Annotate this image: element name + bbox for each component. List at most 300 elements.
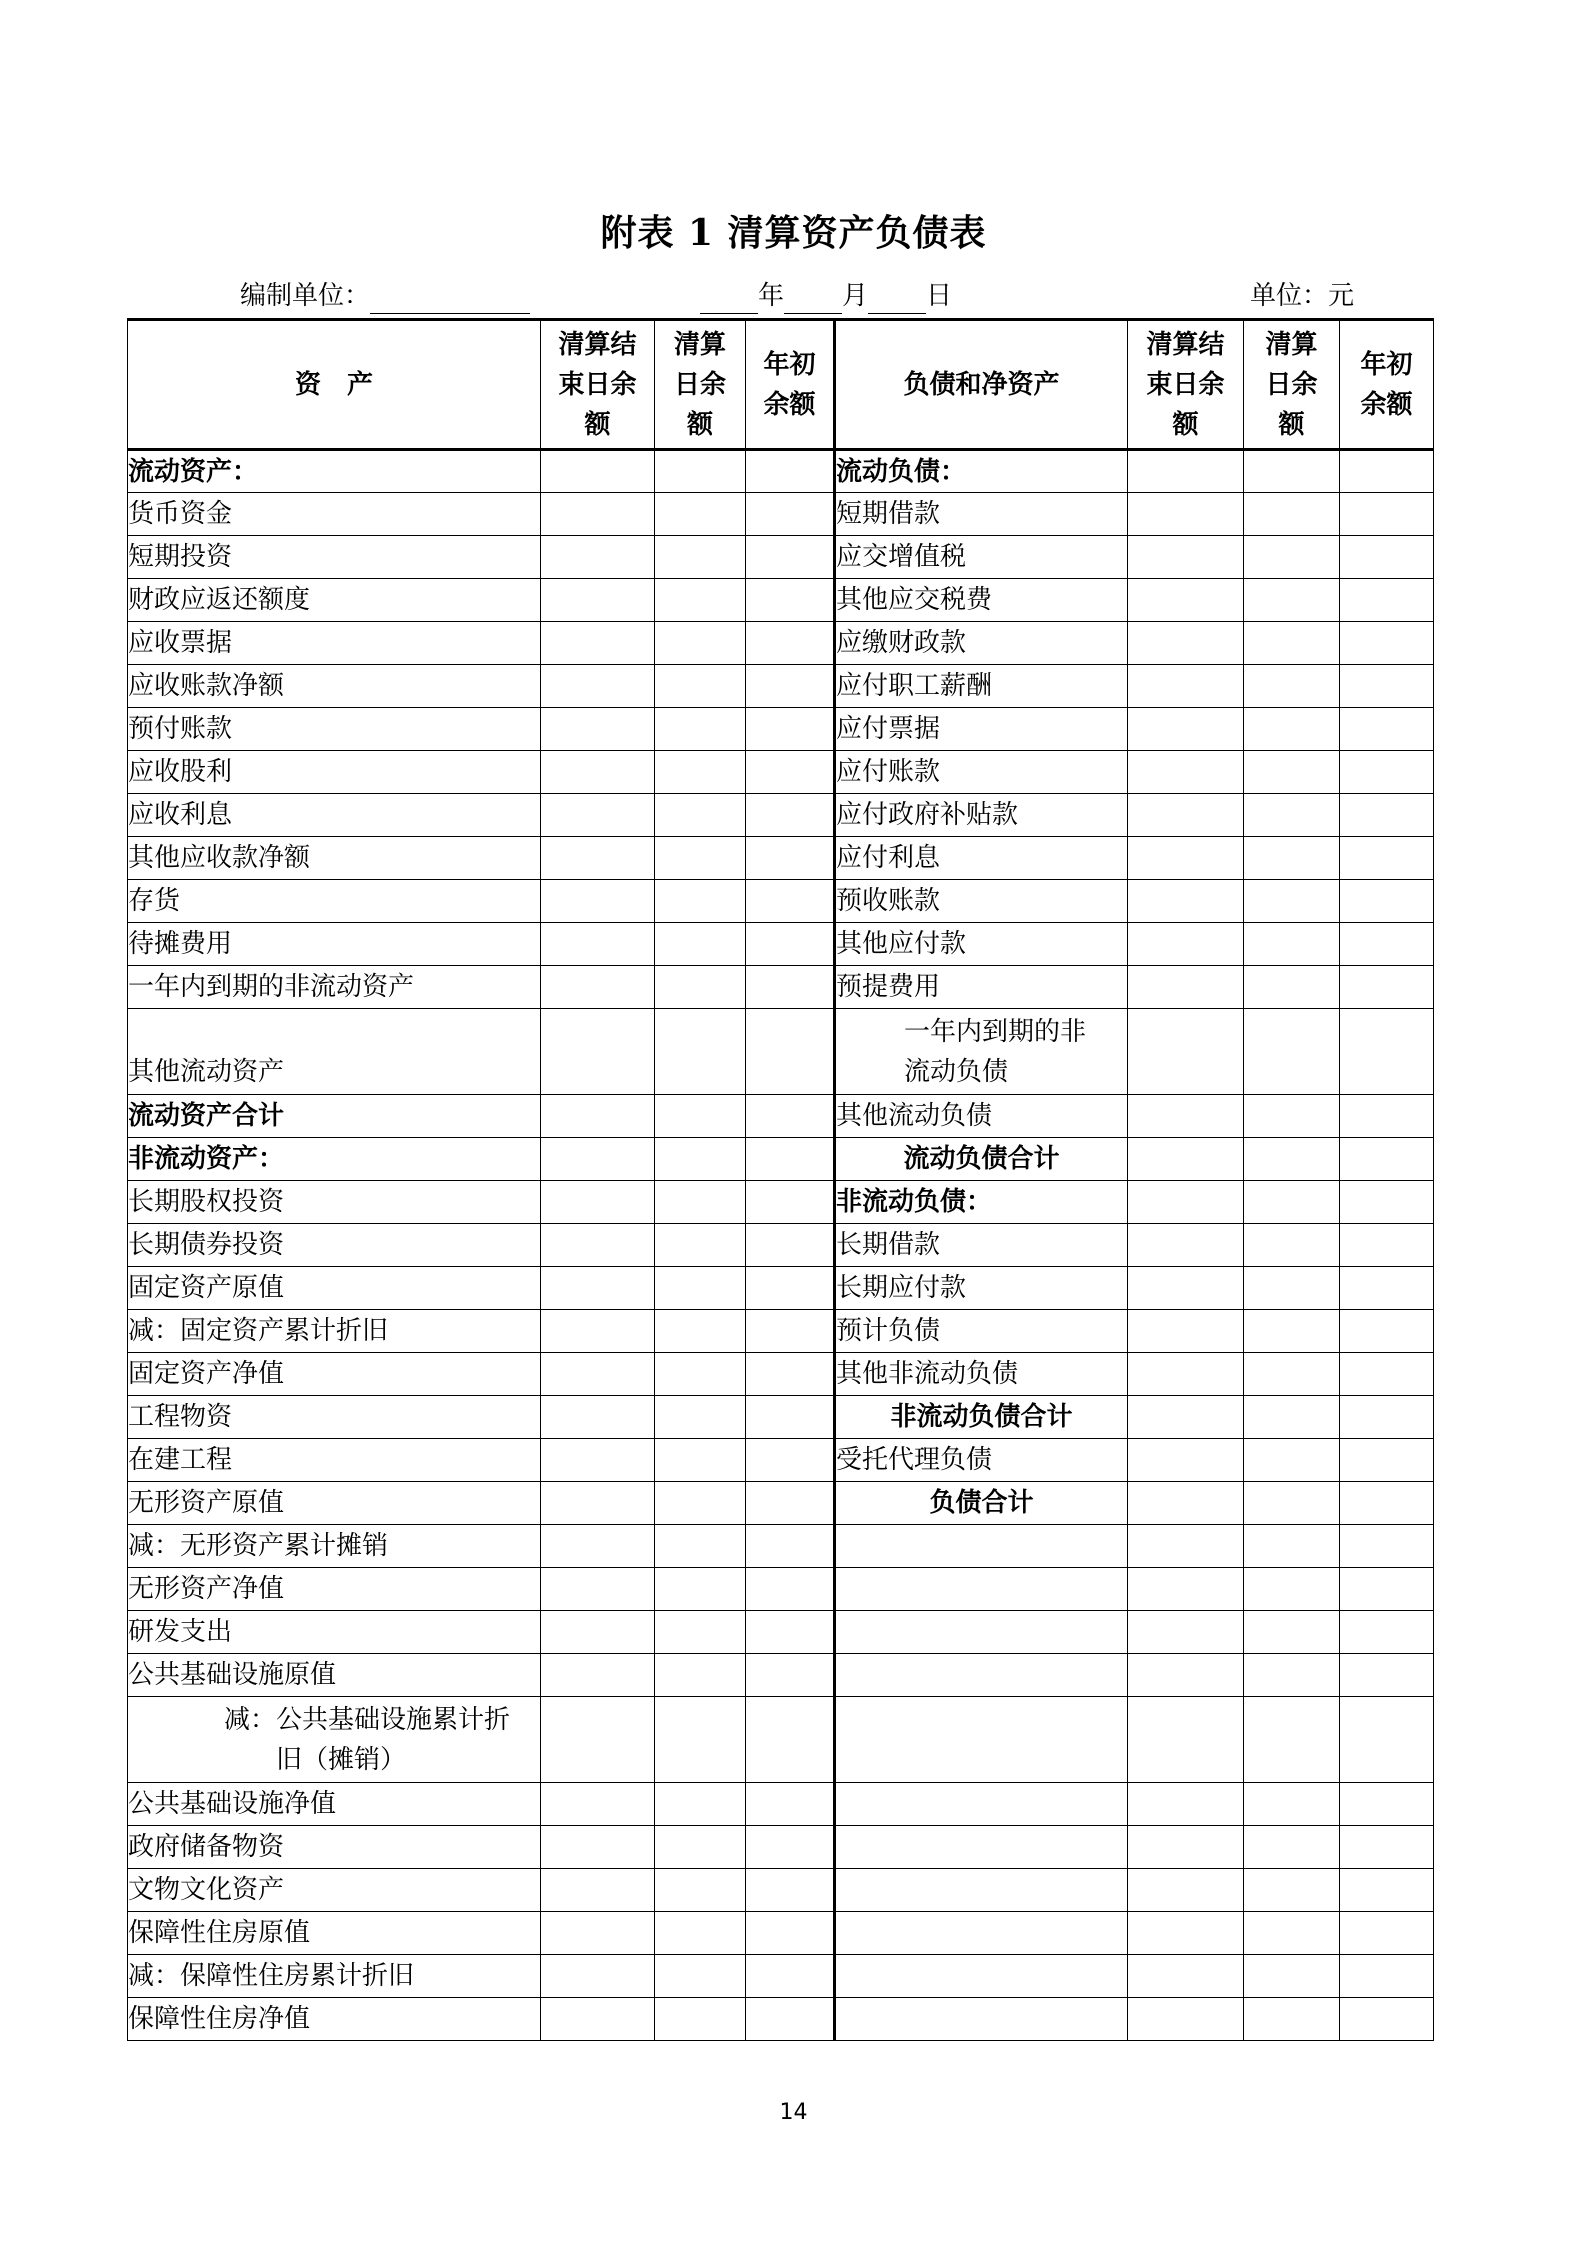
liability-settlement-day-cell <box>1244 966 1340 1009</box>
liability-beginning-cell <box>1340 579 1434 622</box>
liability-settlement-day-cell <box>1244 493 1340 536</box>
asset-beginning-cell <box>746 493 835 536</box>
asset-row-label: 非流动资产： <box>128 1138 541 1181</box>
asset-settlement-end-cell <box>541 493 655 536</box>
asset-settlement-end-cell <box>541 1525 655 1568</box>
liability-beginning-cell <box>1340 794 1434 837</box>
asset-settlement-day-cell <box>655 1912 746 1955</box>
liability-settlement-day-cell <box>1244 923 1340 966</box>
liability-settlement-day-cell <box>1244 1224 1340 1267</box>
table-row <box>128 1568 1434 1611</box>
asset-beginning-cell <box>746 1224 835 1267</box>
asset-row-label: 无形资产净值 <box>128 1568 541 1611</box>
asset-beginning-cell <box>746 1439 835 1482</box>
liability-beginning-cell <box>1340 751 1434 794</box>
table-row <box>128 1869 1434 1912</box>
liability-settlement-day-cell <box>1244 665 1340 708</box>
asset-beginning-cell <box>746 923 835 966</box>
asset-beginning-cell <box>746 1998 835 2041</box>
asset-settlement-day-cell <box>655 1396 746 1439</box>
liability-settlement-end-cell <box>1128 1654 1244 1697</box>
table-row <box>128 665 1434 708</box>
asset-settlement-day-cell <box>655 1826 746 1869</box>
asset-settlement-day-cell <box>655 665 746 708</box>
liability-settlement-day-cell <box>1244 450 1340 493</box>
asset-settlement-end-cell <box>541 1912 655 1955</box>
liability-beginning-cell <box>1340 966 1434 1009</box>
table-row <box>128 966 1434 1009</box>
liability-settlement-end-cell <box>1128 579 1244 622</box>
asset-settlement-day-cell <box>655 837 746 880</box>
liability-settlement-day-cell <box>1244 1095 1340 1138</box>
asset-row-label: 公共基础设施原值 <box>128 1654 541 1697</box>
month-blank <box>784 285 842 314</box>
liability-row-label: 预收账款 <box>835 880 1128 923</box>
asset-beginning-cell <box>746 1181 835 1224</box>
asset-settlement-end-cell <box>541 708 655 751</box>
asset-beginning-cell <box>746 880 835 923</box>
asset-row-label: 长期股权投资 <box>128 1181 541 1224</box>
liability-settlement-end-cell <box>1128 450 1244 493</box>
liability-beginning-cell <box>1340 622 1434 665</box>
asset-beginning-cell <box>746 1611 835 1654</box>
liability-settlement-end-cell <box>1128 1783 1244 1826</box>
table-row <box>128 708 1434 751</box>
liability-settlement-end-cell <box>1128 1697 1244 1783</box>
asset-row-label: 固定资产原值 <box>128 1267 541 1310</box>
liability-beginning-cell <box>1340 708 1434 751</box>
asset-row-label: 减：固定资产累计折旧 <box>128 1310 541 1353</box>
month-label: 月 <box>842 281 869 311</box>
liability-beginning-cell <box>1340 450 1434 493</box>
liability-settlement-day-cell <box>1244 1955 1340 1998</box>
asset-row-label: 减：无形资产累计摊销 <box>128 1525 541 1568</box>
asset-settlement-end-cell <box>541 1353 655 1396</box>
asset-beginning-cell <box>746 579 835 622</box>
header-assets: 资 产 <box>128 320 541 450</box>
table-row <box>128 923 1434 966</box>
asset-settlement-day-cell <box>655 966 746 1009</box>
asset-beginning-cell <box>746 1525 835 1568</box>
liability-settlement-day-cell <box>1244 622 1340 665</box>
liability-beginning-cell <box>1340 1998 1434 2041</box>
asset-row-label: 待摊费用 <box>128 923 541 966</box>
liability-beginning-cell <box>1340 1181 1434 1224</box>
liability-settlement-day-cell <box>1244 1181 1340 1224</box>
asset-settlement-day-cell <box>655 1095 746 1138</box>
liability-settlement-end-cell <box>1128 1439 1244 1482</box>
liability-settlement-end-cell <box>1128 1568 1244 1611</box>
asset-beginning-cell <box>746 751 835 794</box>
asset-beginning-cell <box>746 1826 835 1869</box>
asset-settlement-day-cell <box>655 1009 746 1095</box>
liability-row-label: 应缴财政款 <box>835 622 1128 665</box>
asset-settlement-end-cell <box>541 665 655 708</box>
liability-settlement-end-cell <box>1128 1482 1244 1525</box>
asset-settlement-end-cell <box>541 1009 655 1095</box>
liability-row-label: 应付票据 <box>835 708 1128 751</box>
asset-row-label: 应收账款净额 <box>128 665 541 708</box>
asset-row-label: 货币资金 <box>128 493 541 536</box>
compiling-unit-line <box>240 278 530 314</box>
liability-row-label: 预提费用 <box>835 966 1128 1009</box>
liability-beginning-cell <box>1340 1869 1434 1912</box>
liability-beginning-cell <box>1340 923 1434 966</box>
asset-settlement-day-cell <box>655 450 746 493</box>
liability-row-label <box>835 1525 1128 1568</box>
liability-beginning-cell <box>1340 1138 1434 1181</box>
liability-settlement-end-cell <box>1128 1267 1244 1310</box>
liability-row-label: 预计负债 <box>835 1310 1128 1353</box>
liability-row-label <box>835 1869 1128 1912</box>
liability-beginning-cell <box>1340 1955 1434 1998</box>
liability-settlement-end-cell <box>1128 1998 1244 2041</box>
liability-settlement-day-cell <box>1244 1654 1340 1697</box>
liability-settlement-end-cell <box>1128 1353 1244 1396</box>
asset-settlement-end-cell <box>541 579 655 622</box>
asset-settlement-day-cell <box>655 1353 746 1396</box>
asset-settlement-end-cell <box>541 1783 655 1826</box>
liability-settlement-day-cell <box>1244 708 1340 751</box>
liability-beginning-cell <box>1340 1224 1434 1267</box>
asset-settlement-day-cell <box>655 1310 746 1353</box>
table-row <box>128 1095 1434 1138</box>
asset-beginning-cell <box>746 1869 835 1912</box>
asset-settlement-end-cell <box>541 837 655 880</box>
asset-row-label: 固定资产净值 <box>128 1353 541 1396</box>
header-left-settlement-end-balance: 清算结 束日余 额 <box>541 320 655 450</box>
asset-beginning-cell <box>746 1697 835 1783</box>
day-blank <box>868 285 926 314</box>
asset-row-label: 预付账款 <box>128 708 541 751</box>
liability-settlement-end-cell <box>1128 1955 1244 1998</box>
asset-beginning-cell <box>746 1267 835 1310</box>
header-right-settlement-day-balance: 清算 日余 额 <box>1244 320 1340 450</box>
liability-row-label <box>835 1998 1128 2041</box>
liability-settlement-day-cell <box>1244 794 1340 837</box>
asset-row-label: 应收票据 <box>128 622 541 665</box>
asset-beginning-cell <box>746 1009 835 1095</box>
asset-row-label: 减：公共基础设施累计折 旧（摊销） <box>128 1697 541 1783</box>
asset-beginning-cell <box>746 1310 835 1353</box>
asset-beginning-cell <box>746 794 835 837</box>
asset-beginning-cell <box>746 1955 835 1998</box>
liability-settlement-end-cell <box>1128 923 1244 966</box>
asset-settlement-end-cell <box>541 1396 655 1439</box>
liability-settlement-end-cell <box>1128 751 1244 794</box>
liability-row-label: 其他应交税费 <box>835 579 1128 622</box>
year-blank <box>700 285 758 314</box>
asset-settlement-day-cell <box>655 751 746 794</box>
liability-beginning-cell <box>1340 1654 1434 1697</box>
liability-settlement-end-cell <box>1128 622 1244 665</box>
asset-row-label: 保障性住房净值 <box>128 1998 541 2041</box>
table-row <box>128 794 1434 837</box>
liability-row-label: 长期借款 <box>835 1224 1128 1267</box>
asset-settlement-end-cell <box>541 1439 655 1482</box>
liability-settlement-end-cell <box>1128 794 1244 837</box>
liability-settlement-day-cell <box>1244 1783 1340 1826</box>
liability-row-label: 非流动负债合计 <box>835 1396 1128 1439</box>
asset-settlement-end-cell <box>541 966 655 1009</box>
liability-settlement-end-cell <box>1128 966 1244 1009</box>
asset-row-label: 流动资产合计 <box>128 1095 541 1138</box>
asset-settlement-day-cell <box>655 1869 746 1912</box>
asset-row-label: 短期投资 <box>128 536 541 579</box>
asset-settlement-end-cell <box>541 923 655 966</box>
asset-row-label: 其他流动资产 <box>128 1009 541 1095</box>
asset-beginning-cell <box>746 708 835 751</box>
liability-row-label: 其他流动负债 <box>835 1095 1128 1138</box>
liability-beginning-cell <box>1340 1611 1434 1654</box>
asset-beginning-cell <box>746 536 835 579</box>
liability-settlement-end-cell <box>1128 1525 1244 1568</box>
asset-beginning-cell <box>746 1912 835 1955</box>
asset-settlement-day-cell <box>655 622 746 665</box>
liability-beginning-cell <box>1340 1095 1434 1138</box>
asset-beginning-cell <box>746 450 835 493</box>
asset-settlement-day-cell <box>655 1654 746 1697</box>
asset-settlement-end-cell <box>541 794 655 837</box>
liability-row-label: 短期借款 <box>835 493 1128 536</box>
liability-row-label: 应付职工薪酬 <box>835 665 1128 708</box>
asset-settlement-day-cell <box>655 794 746 837</box>
asset-beginning-cell <box>746 1396 835 1439</box>
liability-settlement-end-cell <box>1128 1912 1244 1955</box>
asset-beginning-cell <box>746 1568 835 1611</box>
asset-settlement-day-cell <box>655 536 746 579</box>
table-row <box>128 1224 1434 1267</box>
asset-settlement-end-cell <box>541 1181 655 1224</box>
liability-settlement-day-cell <box>1244 579 1340 622</box>
liability-beginning-cell <box>1340 880 1434 923</box>
liability-beginning-cell <box>1340 1568 1434 1611</box>
asset-settlement-end-cell <box>541 1310 655 1353</box>
asset-row-label: 应收股利 <box>128 751 541 794</box>
asset-settlement-end-cell <box>541 880 655 923</box>
liability-settlement-day-cell <box>1244 1998 1340 2041</box>
liability-beginning-cell <box>1340 1439 1434 1482</box>
liability-settlement-end-cell <box>1128 1869 1244 1912</box>
asset-settlement-day-cell <box>655 880 746 923</box>
asset-beginning-cell <box>746 966 835 1009</box>
liability-beginning-cell <box>1340 493 1434 536</box>
table-row <box>128 536 1434 579</box>
asset-settlement-day-cell <box>655 1439 746 1482</box>
liability-beginning-cell <box>1340 536 1434 579</box>
table-row <box>128 1439 1434 1482</box>
liability-settlement-end-cell <box>1128 1138 1244 1181</box>
asset-row-label: 政府储备物资 <box>128 1826 541 1869</box>
asset-row-label: 长期债券投资 <box>128 1224 541 1267</box>
table-row <box>128 622 1434 665</box>
asset-row-label: 一年内到期的非流动资产 <box>128 966 541 1009</box>
liability-settlement-end-cell <box>1128 1009 1244 1095</box>
liability-settlement-end-cell <box>1128 1826 1244 1869</box>
asset-settlement-end-cell <box>541 1224 655 1267</box>
liability-settlement-day-cell <box>1244 1525 1340 1568</box>
liability-row-label: 其他应付款 <box>835 923 1128 966</box>
liability-settlement-day-cell <box>1244 1912 1340 1955</box>
table-row <box>128 1826 1434 1869</box>
liability-settlement-day-cell <box>1244 1267 1340 1310</box>
liability-row-label <box>835 1568 1128 1611</box>
asset-beginning-cell <box>746 837 835 880</box>
asset-settlement-day-cell <box>655 493 746 536</box>
asset-row-label: 流动资产： <box>128 450 541 493</box>
asset-settlement-end-cell <box>541 622 655 665</box>
asset-settlement-day-cell <box>655 1697 746 1783</box>
liability-settlement-day-cell <box>1244 1439 1340 1482</box>
table-row <box>128 1138 1434 1181</box>
table-row <box>128 1525 1434 1568</box>
asset-row-label: 研发支出 <box>128 1611 541 1654</box>
liability-settlement-end-cell <box>1128 1181 1244 1224</box>
liability-settlement-end-cell <box>1128 665 1244 708</box>
asset-settlement-day-cell <box>655 708 746 751</box>
asset-settlement-day-cell <box>655 1998 746 2041</box>
asset-settlement-end-cell <box>541 1654 655 1697</box>
liability-row-label: 应付账款 <box>835 751 1128 794</box>
liability-row-label <box>835 1697 1128 1783</box>
liability-row-label <box>835 1826 1128 1869</box>
liability-row-label: 非流动负债： <box>835 1181 1128 1224</box>
liability-beginning-cell <box>1340 1826 1434 1869</box>
liability-row-label: 应付政府补贴款 <box>835 794 1128 837</box>
asset-row-label: 其他应收款净额 <box>128 837 541 880</box>
liability-beginning-cell <box>1340 1310 1434 1353</box>
asset-settlement-end-cell <box>541 1611 655 1654</box>
liability-beginning-cell <box>1340 1525 1434 1568</box>
liability-row-label: 应付利息 <box>835 837 1128 880</box>
liability-row-label: 流动负债： <box>835 450 1128 493</box>
asset-settlement-end-cell <box>541 1568 655 1611</box>
table-row <box>128 1181 1434 1224</box>
asset-settlement-end-cell <box>541 1267 655 1310</box>
liability-settlement-day-cell <box>1244 1138 1340 1181</box>
table-row <box>128 1697 1434 1783</box>
asset-beginning-cell <box>746 1654 835 1697</box>
asset-settlement-day-cell <box>655 1482 746 1525</box>
day-label: 日 <box>926 281 953 311</box>
table-row <box>128 493 1434 536</box>
table-row <box>128 1310 1434 1353</box>
asset-settlement-day-cell <box>655 923 746 966</box>
table-row <box>128 1396 1434 1439</box>
liability-settlement-day-cell <box>1244 1697 1340 1783</box>
asset-beginning-cell <box>746 1482 835 1525</box>
table-row <box>128 1267 1434 1310</box>
liability-row-label: 负债合计 <box>835 1482 1128 1525</box>
table-row <box>128 880 1434 923</box>
header-left-beginning-balance: 年初 余额 <box>746 320 835 450</box>
asset-row-label: 无形资产原值 <box>128 1482 541 1525</box>
liability-settlement-day-cell <box>1244 880 1340 923</box>
table-row <box>128 1998 1434 2041</box>
date-line <box>700 278 952 314</box>
liability-settlement-day-cell <box>1244 1310 1340 1353</box>
asset-row-label: 财政应返还额度 <box>128 579 541 622</box>
liability-beginning-cell <box>1340 1482 1434 1525</box>
liability-beginning-cell <box>1340 1396 1434 1439</box>
liability-settlement-day-cell <box>1244 1353 1340 1396</box>
liability-settlement-end-cell <box>1128 1224 1244 1267</box>
asset-settlement-end-cell <box>541 1826 655 1869</box>
liability-row-label <box>835 1912 1128 1955</box>
liability-settlement-end-cell <box>1128 1396 1244 1439</box>
asset-beginning-cell <box>746 1095 835 1138</box>
asset-row-label: 保障性住房原值 <box>128 1912 541 1955</box>
page-number: 14 <box>779 2100 808 2125</box>
asset-row-label: 公共基础设施净值 <box>128 1783 541 1826</box>
liability-row-label: 长期应付款 <box>835 1267 1128 1310</box>
liability-row-label: 受托代理负债 <box>835 1439 1128 1482</box>
asset-row-label: 减：保障性住房累计折旧 <box>128 1955 541 1998</box>
liability-settlement-day-cell <box>1244 536 1340 579</box>
asset-settlement-end-cell <box>541 1095 655 1138</box>
asset-row-label: 在建工程 <box>128 1439 541 1482</box>
liability-settlement-end-cell <box>1128 837 1244 880</box>
liability-settlement-day-cell <box>1244 1482 1340 1525</box>
table-row <box>128 751 1434 794</box>
asset-settlement-day-cell <box>655 1783 746 1826</box>
table-row <box>128 1353 1434 1396</box>
table-row <box>128 450 1434 493</box>
table-row <box>128 1654 1434 1697</box>
liability-row-label: 流动负债合计 <box>835 1138 1128 1181</box>
asset-row-label: 应收利息 <box>128 794 541 837</box>
header-liabilities: 负债和净资产 <box>835 320 1128 450</box>
liability-beginning-cell <box>1340 837 1434 880</box>
header-right-beginning-balance: 年初 余额 <box>1340 320 1434 450</box>
table-row <box>128 1611 1434 1654</box>
liability-settlement-day-cell <box>1244 1009 1340 1095</box>
liability-settlement-end-cell <box>1128 493 1244 536</box>
asset-settlement-day-cell <box>655 1568 746 1611</box>
liability-settlement-day-cell <box>1244 837 1340 880</box>
liability-beginning-cell <box>1340 1697 1434 1783</box>
asset-beginning-cell <box>746 1783 835 1826</box>
liability-row-label: 一年内到期的非 流动负债 <box>835 1009 1128 1095</box>
liability-beginning-cell <box>1340 665 1434 708</box>
asset-row-label: 工程物资 <box>128 1396 541 1439</box>
liability-settlement-end-cell <box>1128 708 1244 751</box>
asset-settlement-day-cell <box>655 1611 746 1654</box>
asset-settlement-end-cell <box>541 1955 655 1998</box>
liability-row-label <box>835 1955 1128 1998</box>
asset-settlement-day-cell <box>655 1525 746 1568</box>
liability-row-label: 应交增值税 <box>835 536 1128 579</box>
table-row <box>128 1009 1434 1095</box>
asset-settlement-end-cell <box>541 1869 655 1912</box>
liability-settlement-day-cell <box>1244 1826 1340 1869</box>
asset-settlement-end-cell <box>541 536 655 579</box>
page-title: 附表 1 清算资产负债表 <box>600 212 987 254</box>
header-right-settlement-end-balance: 清算结 束日余 额 <box>1128 320 1244 450</box>
asset-settlement-day-cell <box>655 1181 746 1224</box>
asset-beginning-cell <box>746 665 835 708</box>
liability-settlement-end-cell <box>1128 1310 1244 1353</box>
table-row <box>128 1955 1434 1998</box>
liability-row-label <box>835 1654 1128 1697</box>
currency-unit: 单位：元 <box>1250 281 1355 311</box>
liability-settlement-end-cell <box>1128 536 1244 579</box>
table-row <box>128 1912 1434 1955</box>
table-row <box>128 1482 1434 1525</box>
asset-settlement-end-cell <box>541 450 655 493</box>
liability-settlement-day-cell <box>1244 1611 1340 1654</box>
liability-beginning-cell <box>1340 1912 1434 1955</box>
